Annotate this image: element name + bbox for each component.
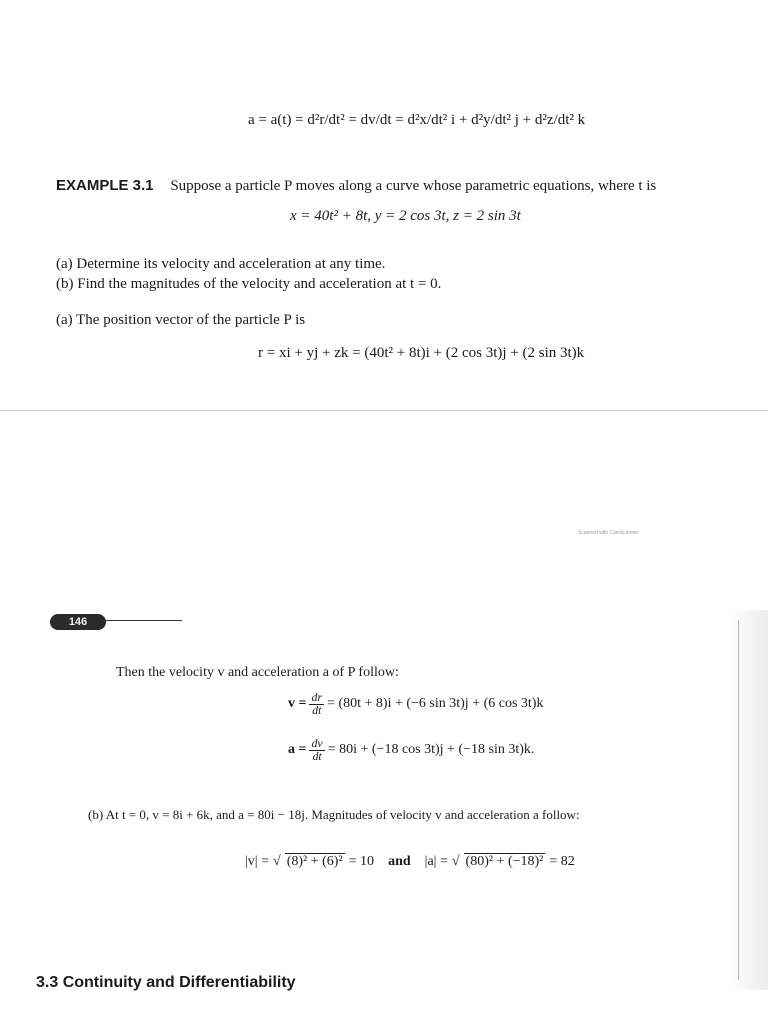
acceleration-derivative	[309, 738, 324, 763]
velocity-rhs: = (80t + 8)i + (−6 sin 3t)j + (6 cos 3t)k	[327, 696, 544, 712]
position-vector: r = xi + yj + zk = (40t² + 8t)i + (2 cos 3t)j + (2 sin 3t)k	[258, 345, 585, 361]
acceleration-equation	[288, 738, 534, 763]
example-heading	[56, 176, 656, 195]
section-heading: 3.3 Continuity and Differentiability	[36, 974, 296, 991]
parametric-equations: x = 40t² + 8t, y = 2 cos 3t, z = 2 sin 3t	[290, 208, 521, 224]
question-part-b: (b) Find the magnitudes of the velocity and acceleration at t = 0.	[56, 276, 442, 292]
mag-a-rhs: = 82	[549, 853, 575, 869]
page-divider	[0, 410, 768, 411]
part-b-statement: (b) At t = 0, v = 8i + 6k, and a = 80i − 18j. Magnitudes of velocity v and acceleration a follow:	[88, 807, 580, 822]
scanner-watermark: Scanned with CamScanner	[578, 530, 639, 536]
mag-a-lhs: |a| =	[424, 853, 448, 869]
velocity-numerator: dr	[311, 690, 323, 704]
example-text: Suppose a particle P moves along a curve whose parametric equations, where t is	[170, 178, 657, 194]
mag-v-lhs: |v| =	[245, 853, 270, 869]
then-statement: Then the velocity v and acceleration a of P follow:	[116, 665, 399, 680]
magnitudes-line	[245, 853, 575, 870]
sqrt-symbol: √	[451, 853, 460, 869]
mag-a-radicand: (80)² + (−18)²	[465, 854, 544, 869]
acceleration-rhs: = 80i + (−18 cos 3t)j + (−18 sin 3t)k.	[327, 742, 535, 758]
page-number: 146	[68, 616, 88, 628]
acceleration-formula: a = a(t) = d²r/dt² = dv/dt = d²x/dt² i + d²y/dt² j + d²z/dt² k	[248, 112, 586, 128]
page-edge-shadow	[728, 610, 768, 990]
and-word: and	[388, 853, 411, 869]
velocity-lhs: v =	[288, 696, 307, 712]
acceleration-lhs: a =	[288, 742, 307, 758]
velocity-denominator: dt	[312, 702, 322, 717]
example-label: EXAMPLE 3.1	[56, 177, 154, 194]
page-number-badge	[50, 614, 106, 630]
header-line	[104, 620, 182, 621]
velocity-derivative	[309, 692, 324, 717]
acceleration-denominator: dt	[312, 748, 322, 763]
velocity-equation	[288, 692, 543, 717]
question-part-a: (a) Determine its velocity and acceleration at any time.	[56, 256, 386, 272]
mag-v-rhs: = 10	[348, 853, 375, 869]
sqrt-symbol: √	[273, 853, 281, 869]
solution-part-a: (a) The position vector of the particle P is	[56, 312, 306, 328]
acceleration-numerator: dv	[311, 736, 323, 750]
mag-v-radicand: (8)² + (6)²	[286, 854, 343, 869]
page-edge-line	[738, 620, 739, 980]
